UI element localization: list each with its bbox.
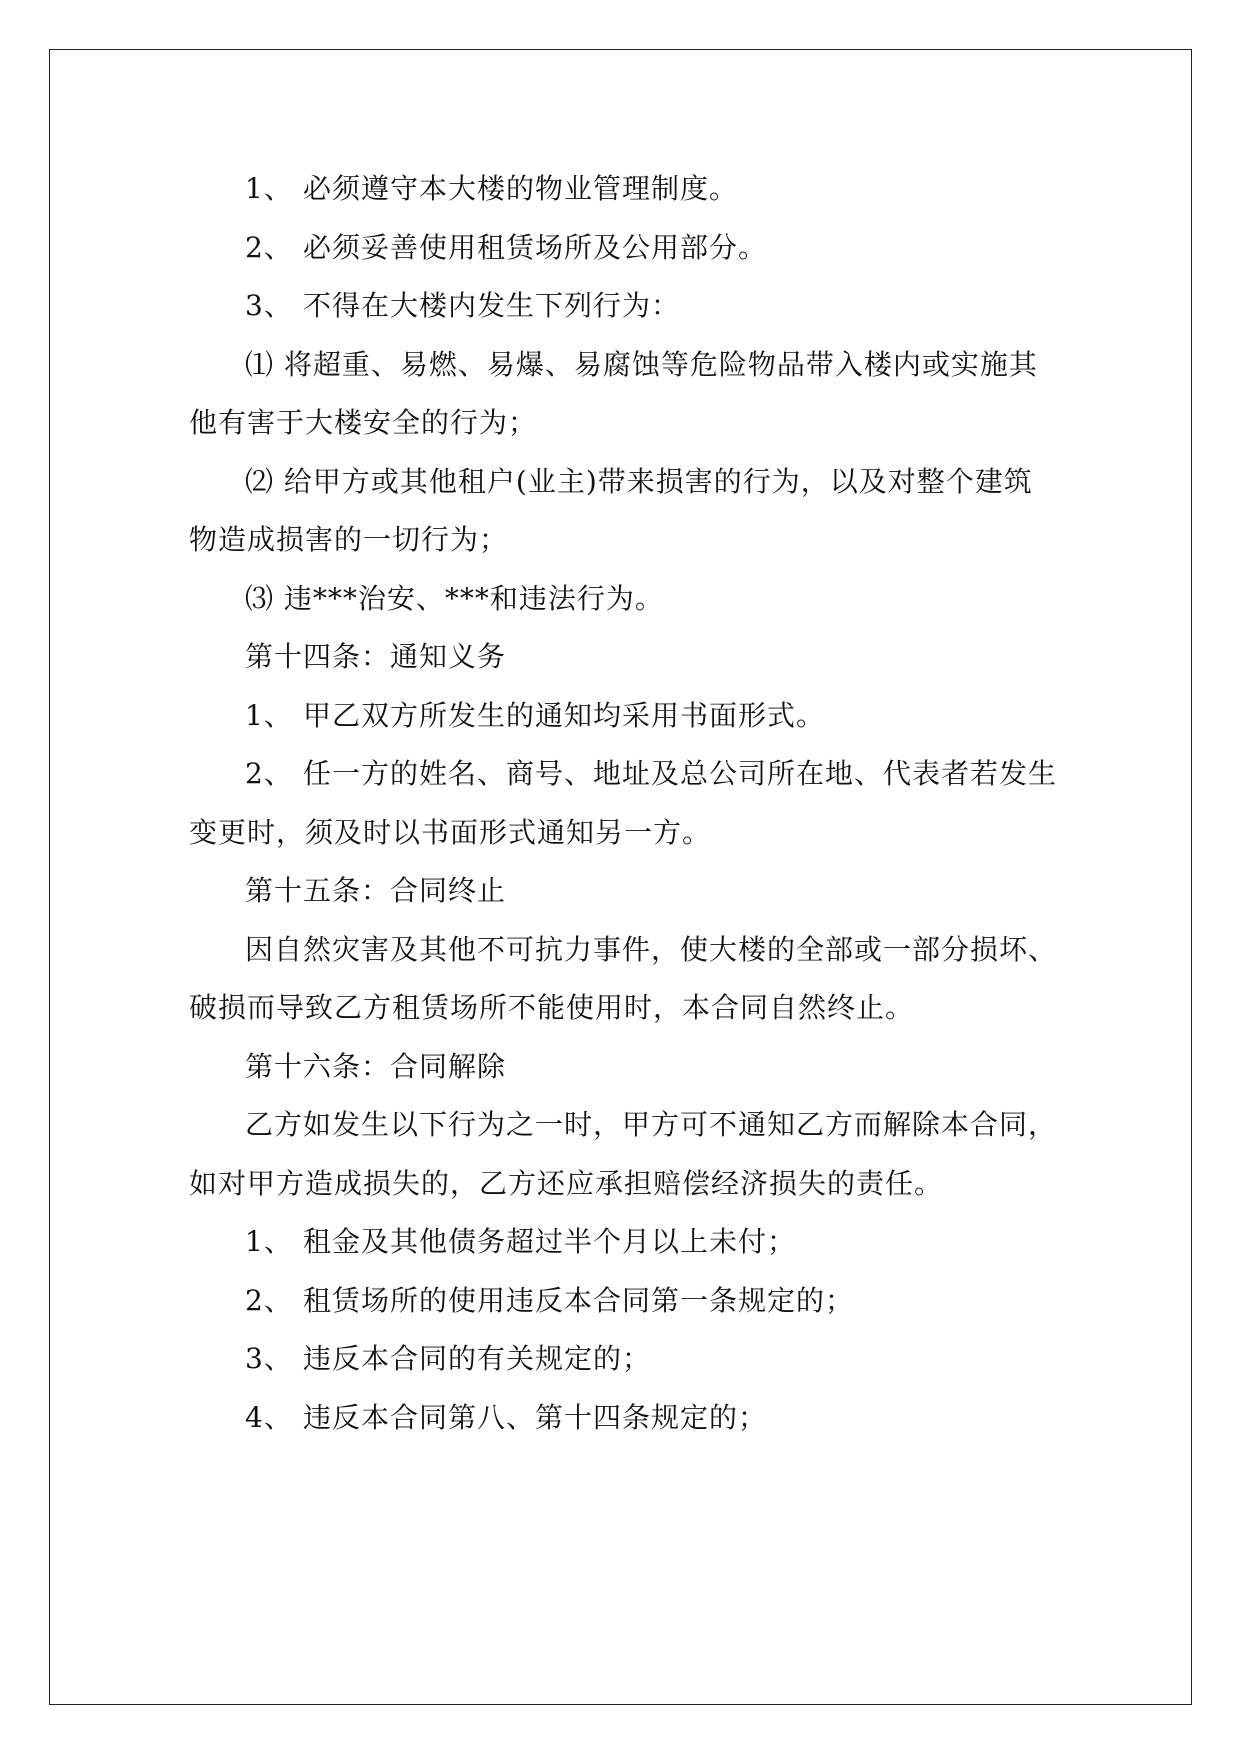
item-number: 1、 bbox=[245, 172, 293, 205]
line-text: 变更时，须及时以书面形式通知另一方。 bbox=[189, 815, 712, 849]
line-text: ⑶ 违***治安、***和违法行为。 bbox=[245, 581, 664, 615]
item-number: 3、 bbox=[245, 289, 293, 322]
section-heading bbox=[189, 1038, 1059, 1097]
item-number: 3、 bbox=[245, 1342, 293, 1375]
line-text: 因自然灾害及其他不可抗力事件，使大楼的全部或一部分损坏、 bbox=[245, 932, 1058, 966]
line-text: 不得在大楼内发生下列行为： bbox=[303, 289, 681, 322]
line-text: 必须妥善使用租赁场所及公用部分。 bbox=[303, 230, 768, 264]
line-text: 物造成损害的一切行为； bbox=[189, 523, 509, 556]
item-number: 2、 bbox=[245, 1283, 293, 1317]
text-line bbox=[189, 511, 1059, 570]
line-text: 破损而导致乙方租赁场所不能使用时，本合同自然终止。 bbox=[189, 991, 915, 1024]
text-line bbox=[189, 979, 1059, 1038]
line-text: 他有害于大楼安全的行为； bbox=[189, 406, 538, 439]
line-text: 乙方如发生以下行为之一时，甲方可不通知乙方而解除本合同， bbox=[245, 1108, 1058, 1141]
text-line bbox=[189, 745, 1059, 804]
line-text: 违反本合同第八、第十四条规定的； bbox=[303, 1400, 768, 1434]
line-text: 第十四条：通知义务 bbox=[245, 640, 507, 673]
line-text: 必须遵守本大楼的物业管理制度。 bbox=[303, 172, 739, 205]
text-line bbox=[189, 1213, 1059, 1272]
text-line bbox=[189, 394, 1059, 453]
text-line bbox=[189, 219, 1059, 278]
line-text: 如对甲方造成损失的，乙方还应承担赔偿经济损失的责任。 bbox=[189, 1166, 944, 1200]
line-text: ⑴ 将超重、易燃、易爆、易腐蚀等危险物品带入楼内或实施其 bbox=[245, 347, 1038, 381]
line-text: 违反本合同的有关规定的； bbox=[303, 1342, 652, 1375]
text-line bbox=[189, 1330, 1059, 1389]
text-line bbox=[189, 1272, 1059, 1331]
text-line bbox=[189, 277, 1059, 336]
line-text: 租赁场所的使用违反本合同第一条规定的； bbox=[303, 1283, 855, 1317]
item-number: 1、 bbox=[245, 698, 293, 732]
text-line bbox=[189, 1389, 1059, 1448]
text-line bbox=[189, 453, 1059, 512]
section-heading bbox=[189, 628, 1059, 687]
line-text: 甲乙双方所发生的通知均采用书面形式。 bbox=[303, 698, 826, 732]
text-line bbox=[189, 1155, 1059, 1214]
section-heading bbox=[189, 862, 1059, 921]
item-number: 2、 bbox=[245, 230, 293, 264]
text-line bbox=[189, 336, 1059, 395]
line-text: 租金及其他债务超过半个月以上未付； bbox=[303, 1225, 797, 1258]
text-line bbox=[189, 570, 1059, 629]
text-line bbox=[189, 1096, 1059, 1155]
item-number: 4、 bbox=[245, 1400, 293, 1434]
text-line bbox=[189, 804, 1059, 863]
item-number: 1、 bbox=[245, 1225, 293, 1258]
line-text: 第十六条：合同解除 bbox=[245, 1049, 507, 1083]
text-line bbox=[189, 160, 1059, 219]
line-text: ⑵ 给甲方或其他租户(业主)带来损害的行为，以及对整个建筑 bbox=[245, 464, 1033, 498]
text-line bbox=[189, 921, 1059, 980]
text-line bbox=[189, 687, 1059, 746]
line-text: 第十五条：合同终止 bbox=[245, 874, 507, 907]
line-text: 任一方的姓名、商号、地址及总公司所在地、代表者若发生 bbox=[303, 757, 1058, 790]
document-body bbox=[189, 160, 1059, 1447]
item-number: 2、 bbox=[245, 757, 293, 790]
